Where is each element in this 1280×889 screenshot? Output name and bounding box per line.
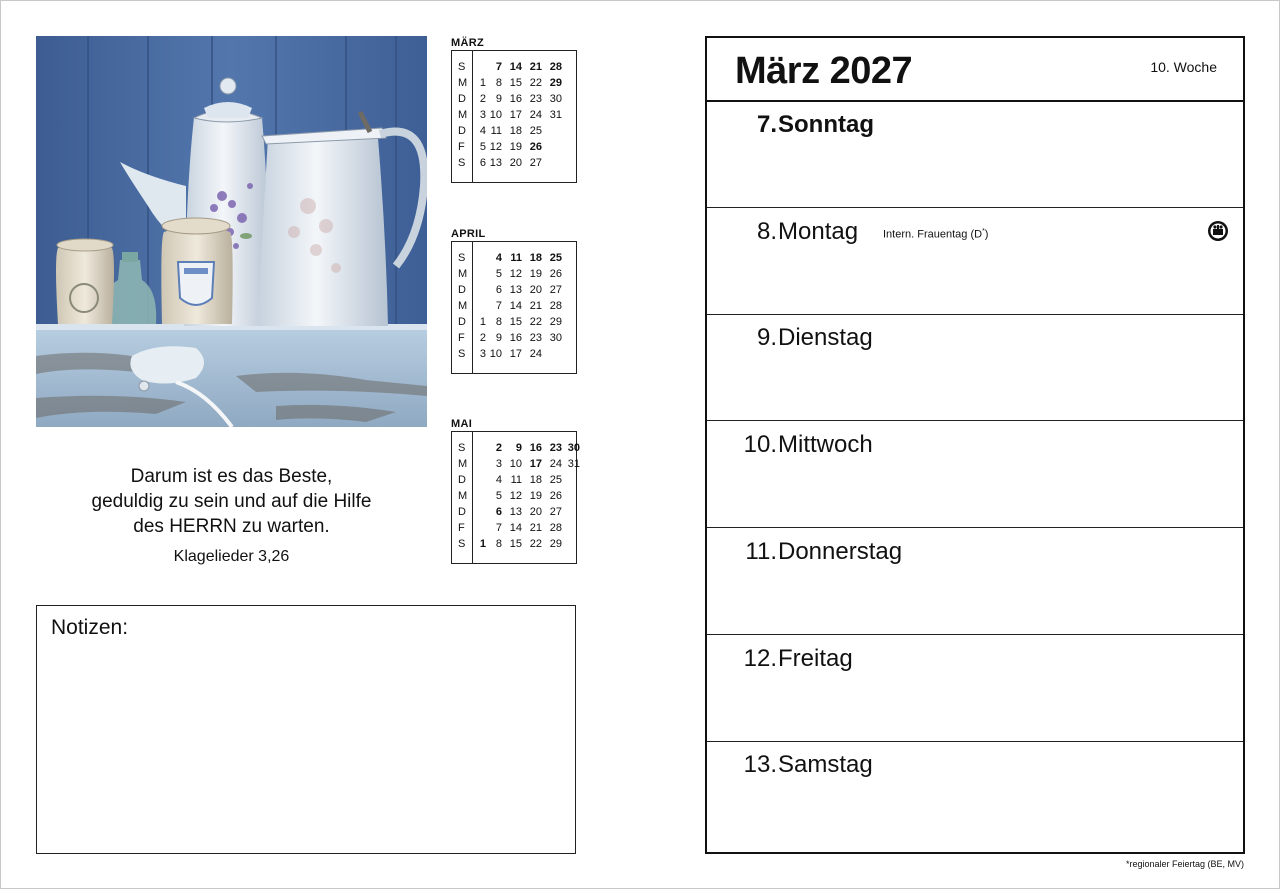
- mini-calendar-row: [452, 59, 576, 75]
- mini-calendar-date: 7: [495, 61, 502, 73]
- mini-calendar-date: 18: [509, 125, 522, 137]
- mini-calendar-date: 15: [509, 538, 522, 550]
- mini-calendar-date: 15: [509, 316, 522, 328]
- mini-calendar-date: 9: [495, 93, 502, 105]
- mini-calendar-date: 1: [479, 538, 486, 550]
- mini-calendar-date: 5: [479, 141, 486, 153]
- day-row-donnerstag[interactable]: [707, 528, 1243, 635]
- mini-calendar-date: 23: [529, 332, 542, 344]
- mini-calendar-date: 28: [549, 61, 562, 73]
- week-planner: [705, 36, 1245, 854]
- mini-calendar-date: 19: [509, 141, 522, 153]
- mini-calendar-date: 4: [479, 125, 486, 137]
- mini-calendar-grid: [451, 431, 580, 564]
- mini-calendar-date: 4: [495, 474, 502, 486]
- mini-calendar-date: 24: [549, 458, 562, 470]
- day-number: 12.: [743, 644, 777, 672]
- mini-calendar-date: 4: [495, 252, 502, 264]
- planner-title: März 2027: [735, 50, 913, 92]
- mini-calendar-date: 21: [529, 300, 542, 312]
- mini-calendar-row: [452, 107, 576, 123]
- mini-calendar-date: 13: [509, 284, 522, 296]
- mini-calendar-row: [452, 456, 580, 472]
- mini-calendar-may: [451, 417, 580, 564]
- mini-calendar-row: [452, 266, 576, 282]
- day-row-mittwoch[interactable]: [707, 421, 1243, 528]
- mini-calendar-date: 12: [489, 141, 502, 153]
- mini-calendar-date: 12: [509, 268, 522, 280]
- mini-calendar-row: [452, 440, 580, 456]
- weekday-label: S: [458, 348, 466, 360]
- mini-calendar-row: [452, 139, 576, 155]
- mini-calendar-date: 1: [479, 77, 486, 89]
- mini-calendar-date: 29: [549, 316, 562, 328]
- day-name: Sonntag: [778, 111, 874, 138]
- mini-calendar-date: 22: [529, 538, 542, 550]
- mini-calendar-april: [451, 227, 577, 374]
- mini-calendar-date: 20: [529, 506, 542, 518]
- mini-calendar-date: 5: [495, 268, 502, 280]
- weekday-label: F: [458, 522, 465, 534]
- mini-calendar-date: 19: [529, 268, 542, 280]
- day-name: Mittwoch: [778, 431, 873, 459]
- quote-line-3: des HERRN zu warten.: [133, 516, 330, 537]
- mini-calendar-row: [452, 250, 576, 266]
- mini-calendar-march: [451, 36, 577, 183]
- mini-calendar-date: 26: [529, 141, 542, 153]
- mini-calendar-date: 14: [509, 522, 522, 534]
- mini-calendar-date: 25: [529, 125, 542, 137]
- weekday-label: M: [458, 77, 468, 89]
- mini-calendar-date: 27: [549, 284, 562, 296]
- mini-calendar-date: 10: [489, 109, 502, 121]
- mini-calendar-row: [452, 536, 576, 552]
- holiday-note: [883, 228, 988, 241]
- day-row-dienstag[interactable]: [707, 314, 1243, 421]
- mini-calendar-row: [452, 504, 576, 520]
- day-row-freitag[interactable]: [707, 635, 1243, 742]
- mini-calendar-row: [452, 75, 576, 91]
- weekday-label: D: [458, 474, 466, 486]
- mini-calendar-date: 13: [489, 157, 502, 169]
- mini-calendar-date: 6: [495, 284, 502, 296]
- mini-calendar-date: 15: [509, 77, 522, 89]
- day-number: 8.: [756, 217, 777, 245]
- mini-calendar-date: 11: [510, 474, 522, 486]
- mini-calendar-date: 2: [495, 442, 502, 454]
- mini-calendar-row: [452, 155, 576, 171]
- mini-calendar-date: 18: [529, 474, 542, 486]
- mini-calendar-date: 29: [549, 538, 562, 550]
- mini-calendar-date: 17: [509, 109, 522, 121]
- weekday-label: M: [458, 109, 468, 121]
- weekday-label: S: [458, 442, 466, 454]
- quote-reference: Klagelieder 3,26: [173, 548, 290, 565]
- mini-calendar-date: 7: [495, 522, 502, 534]
- mini-calendar-date: 21: [529, 522, 542, 534]
- mini-calendar-date: 10: [509, 458, 522, 470]
- mini-calendar-date: 7: [495, 300, 502, 312]
- mini-calendar-date: 2: [479, 93, 486, 105]
- weekday-label: M: [458, 490, 468, 502]
- bible-quote: [36, 464, 427, 567]
- footnote: *regionaler Feiertag (BE, MV): [1125, 859, 1244, 869]
- mini-calendar-date: 14: [509, 300, 522, 312]
- mini-calendar-date: 22: [529, 77, 542, 89]
- mini-calendar-date: 10: [489, 348, 502, 360]
- day-number: 10.: [743, 431, 777, 459]
- day-number: 7.: [756, 111, 777, 138]
- mini-calendar-date: 1: [479, 316, 486, 328]
- mini-calendar-date: 30: [549, 93, 562, 105]
- weekday-label: S: [458, 157, 466, 169]
- mini-calendar-date: 21: [529, 61, 542, 73]
- mini-calendar-date: 9: [495, 332, 502, 344]
- day-name: Samstag: [778, 751, 873, 779]
- notes-label: Notizen:: [51, 616, 129, 639]
- weekday-label: D: [458, 93, 466, 105]
- mini-calendar-date: 11: [510, 252, 522, 264]
- day-name: Freitag: [778, 644, 853, 672]
- mini-calendar-date: 28: [549, 300, 562, 312]
- mini-calendar-date: 18: [529, 252, 542, 264]
- mini-calendar-date: 19: [529, 490, 542, 502]
- mini-calendar-date: 6: [479, 157, 486, 169]
- still-life-photo: [36, 36, 427, 427]
- weekday-label: D: [458, 506, 466, 518]
- mini-calendar-title: MAI: [451, 418, 473, 430]
- mini-calendar-date: 12: [509, 490, 522, 502]
- weekday-label: M: [458, 458, 468, 470]
- mini-calendar-date: 5: [495, 490, 502, 502]
- mini-calendar-date: 31: [567, 458, 580, 470]
- day-row-samstag[interactable]: [707, 741, 1243, 847]
- mini-calendar-date: 16: [509, 332, 522, 344]
- mini-calendar-row: [452, 488, 576, 504]
- mini-calendar-date: 31: [549, 109, 562, 121]
- weekday-label: M: [458, 300, 468, 312]
- mini-calendar-date: 11: [490, 125, 502, 137]
- mini-calendar-row: [452, 298, 576, 314]
- mini-calendar-date: 30: [549, 332, 562, 344]
- mini-calendar-date: 9: [515, 442, 522, 454]
- mini-calendar-date: 8: [495, 538, 502, 550]
- mini-calendar-date: 29: [549, 77, 562, 89]
- mini-calendar-date: 22: [529, 316, 542, 328]
- weekday-label: F: [458, 332, 465, 344]
- mini-calendar-row: [452, 520, 576, 536]
- week-number: 10. Woche: [1150, 59, 1217, 75]
- mini-calendar-date: 24: [529, 109, 542, 121]
- day-name: Donnerstag: [778, 537, 903, 565]
- mini-calendar-row: [452, 330, 576, 346]
- day-number: 13.: [743, 751, 777, 779]
- mini-calendar-date: 8: [495, 77, 502, 89]
- weekday-label: M: [458, 268, 468, 280]
- mini-calendar-date: 16: [529, 442, 542, 454]
- mini-calendar-date: 3: [479, 109, 486, 121]
- mini-calendar-date: 23: [529, 93, 542, 105]
- mini-calendar-row: [452, 346, 576, 362]
- mini-calendar-row: [452, 472, 576, 488]
- mini-calendar-title: APRIL: [451, 228, 486, 240]
- mini-calendar-date: 6: [495, 506, 502, 518]
- mini-calendar-date: 28: [549, 522, 562, 534]
- notes-box[interactable]: [36, 605, 576, 854]
- mini-calendar-grid: [451, 50, 577, 183]
- weekday-label: S: [458, 61, 466, 73]
- mini-calendar-date: 3: [495, 458, 502, 470]
- holiday-symbol-icon: [1207, 220, 1229, 242]
- day-row-sonntag[interactable]: [707, 101, 1243, 208]
- mini-calendar-title: MÄRZ: [451, 37, 484, 49]
- mini-calendar-grid: [451, 241, 577, 374]
- day-name: Dienstag: [778, 324, 873, 352]
- mini-calendar-date: 2: [479, 332, 486, 344]
- mini-calendar-date: 17: [509, 348, 522, 360]
- weekday-label: D: [458, 284, 466, 296]
- weekday-label: D: [458, 316, 466, 328]
- mini-calendar-row: [452, 91, 576, 107]
- mini-calendar-row: [452, 282, 576, 298]
- mini-calendar-date: 23: [549, 442, 562, 454]
- mini-calendar-date: 24: [529, 348, 542, 360]
- mini-calendar-date: 30: [567, 442, 580, 454]
- day-row-montag[interactable]: [707, 208, 1243, 315]
- planner-header: [707, 38, 1243, 102]
- mini-calendar-date: 14: [509, 61, 522, 73]
- day-name: Montag: [778, 217, 859, 245]
- mini-calendar-date: 20: [529, 284, 542, 296]
- mini-calendar-date: 27: [529, 157, 542, 169]
- weekday-label: S: [458, 538, 466, 550]
- holiday-note-text: Intern. Frauentag (D: [883, 228, 983, 241]
- mini-calendar-date: 16: [509, 93, 522, 105]
- weekday-label: F: [458, 141, 465, 153]
- mini-calendar-row: [452, 123, 576, 139]
- day-number: 11.: [745, 537, 777, 565]
- mini-calendar-date: 26: [549, 268, 562, 280]
- mini-calendar-row: [452, 314, 576, 330]
- holiday-note-mark: *: [982, 227, 985, 235]
- mini-calendar-date: 8: [495, 316, 502, 328]
- mini-calendar-date: 3: [479, 348, 486, 360]
- holiday-note-close: ): [984, 228, 989, 241]
- mini-calendar-date: 20: [509, 157, 522, 169]
- mini-calendar-date: 26: [549, 490, 562, 502]
- mini-calendar-date: 13: [509, 506, 522, 518]
- mini-calendar-date: 27: [549, 506, 562, 518]
- weekday-label: D: [458, 125, 466, 137]
- mini-calendar-date: 17: [529, 458, 542, 470]
- mini-calendar-date: 25: [549, 474, 562, 486]
- weekday-label: S: [458, 252, 466, 264]
- quote-line-1: Darum ist es das Beste,: [130, 466, 333, 487]
- quote-line-2: geduldig zu sein und auf die Hilfe: [91, 491, 372, 512]
- mini-calendar-date: 25: [549, 252, 562, 264]
- day-number: 9.: [756, 324, 777, 352]
